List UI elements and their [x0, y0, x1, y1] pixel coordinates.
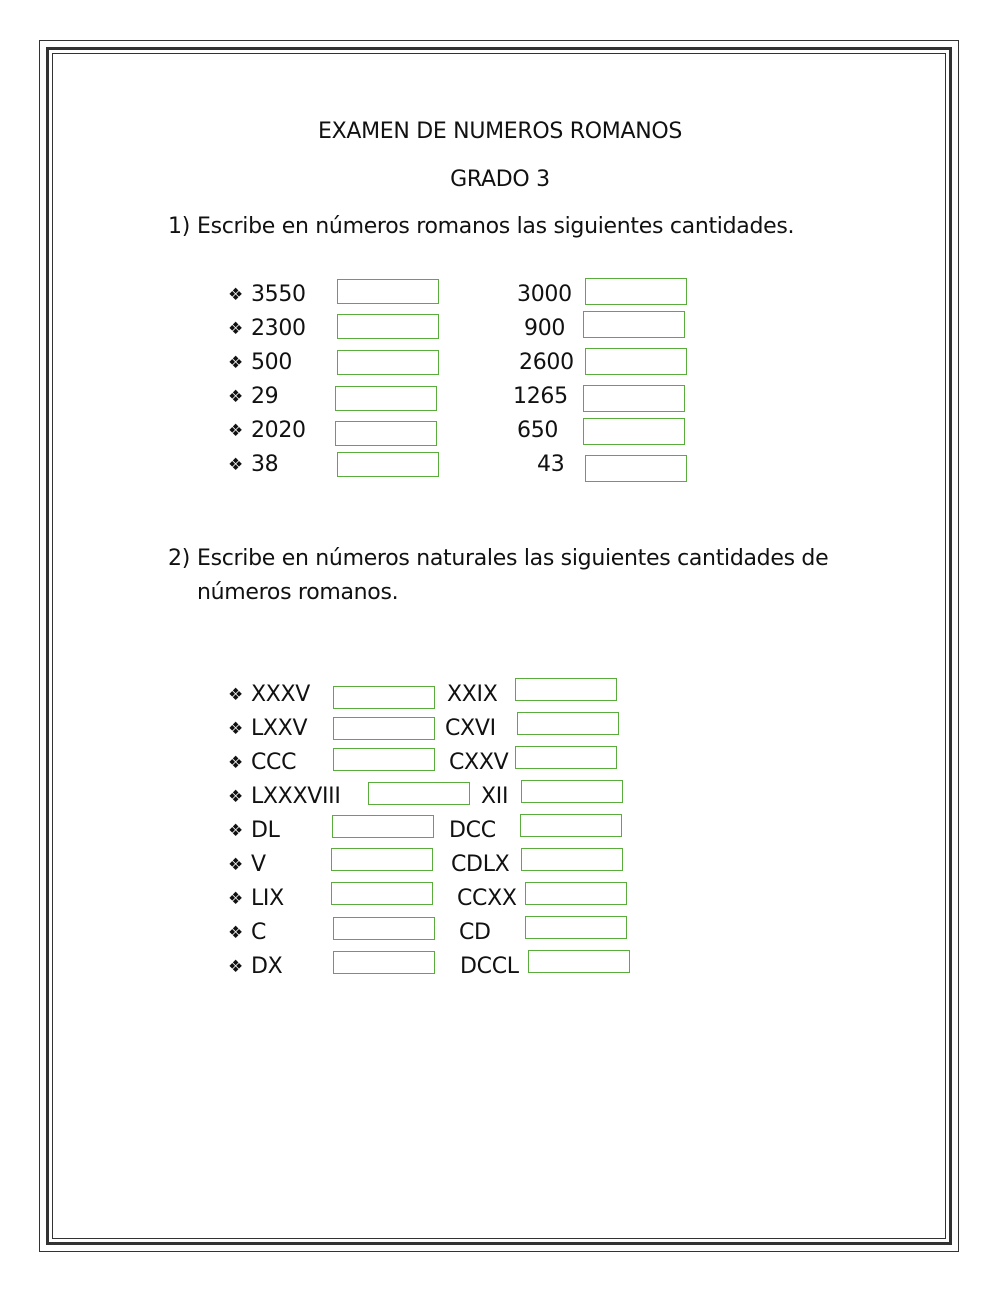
answer-box-left-2[interactable] [337, 314, 439, 339]
number-item [228, 281, 306, 310]
item-label: DL [250, 818, 280, 843]
answer-box-right-4[interactable] [521, 780, 623, 803]
answer-box-right-1[interactable] [515, 678, 617, 701]
roman-item [449, 749, 508, 777]
answer-box-left-7[interactable] [331, 882, 433, 905]
item-label: CCXX [457, 886, 517, 911]
answer-box-left-6[interactable] [331, 848, 433, 871]
answer-box-left-6[interactable] [337, 452, 439, 477]
answer-box-left-3[interactable] [333, 748, 435, 771]
roman-item [228, 851, 266, 880]
answer-box-right-9[interactable] [528, 950, 630, 973]
bullet-icon: ❖ [228, 285, 243, 305]
answer-box-right-6[interactable] [585, 455, 687, 482]
item-label: LXXV [250, 716, 308, 741]
bullet-icon: ❖ [228, 719, 243, 739]
item-label: 29 [250, 384, 279, 409]
roman-item [451, 851, 509, 879]
item-label: 900 [524, 316, 566, 341]
item-label: 2300 [250, 316, 306, 341]
number-item [228, 315, 306, 344]
roman-item [460, 953, 519, 981]
roman-item [228, 783, 341, 812]
item-label: XII [481, 784, 509, 809]
item-label: DCC [449, 818, 496, 843]
number-item [517, 417, 558, 445]
answer-box-right-5[interactable] [583, 418, 685, 445]
answer-box-left-9[interactable] [333, 951, 435, 974]
roman-item [447, 681, 498, 709]
answer-box-right-3[interactable] [585, 348, 687, 375]
item-label: CXVI [445, 716, 496, 741]
roman-item [457, 885, 517, 913]
answer-box-right-4[interactable] [583, 385, 685, 412]
number-item [228, 417, 306, 446]
item-label: CXXV [449, 750, 509, 775]
item-label: 3000 [517, 282, 572, 307]
answer-box-right-8[interactable] [525, 916, 627, 939]
number-item [524, 315, 565, 343]
answer-box-left-4[interactable] [335, 386, 437, 411]
roman-item [445, 715, 496, 743]
bullet-icon: ❖ [228, 753, 243, 773]
bullet-icon: ❖ [228, 855, 243, 875]
bullet-icon: ❖ [228, 319, 243, 339]
item-label: 38 [250, 452, 279, 477]
answer-box-right-6[interactable] [521, 848, 623, 871]
item-label: DCCL [460, 954, 519, 979]
item-label: 3550 [250, 282, 306, 307]
answer-box-left-1[interactable] [333, 686, 435, 709]
item-label: 43 [537, 452, 565, 477]
item-label: XXIX [447, 682, 498, 707]
section2-instruction-line2: números romanos. [197, 580, 399, 605]
roman-item [228, 885, 284, 914]
page-title: EXAMEN DE NUMEROS ROMANOS [317, 119, 683, 144]
roman-item [228, 681, 310, 710]
item-label: V [250, 852, 266, 877]
item-label: CDLX [451, 852, 510, 877]
item-label: LIX [250, 886, 284, 911]
answer-box-right-1[interactable] [585, 278, 687, 305]
number-item [517, 281, 572, 309]
bullet-icon: ❖ [228, 685, 243, 705]
answer-box-left-1[interactable] [337, 279, 439, 304]
number-item [519, 349, 574, 377]
answer-box-right-5[interactable] [520, 814, 622, 837]
number-item [513, 383, 568, 411]
answer-box-right-2[interactable] [517, 712, 619, 735]
roman-item [459, 919, 491, 947]
bullet-icon: ❖ [228, 821, 243, 841]
bullet-icon: ❖ [228, 787, 243, 807]
answer-box-right-2[interactable] [583, 311, 685, 338]
section1-instruction: Escribe en números romanos las siguientes cantidades. [197, 214, 795, 239]
item-label: 650 [517, 418, 559, 443]
item-label: 500 [250, 350, 293, 375]
bullet-icon: ❖ [228, 923, 243, 943]
bullet-icon: ❖ [228, 387, 243, 407]
bullet-icon: ❖ [228, 421, 243, 441]
roman-item [228, 715, 307, 744]
item-label: CCC [250, 750, 297, 775]
item-label: CD [459, 920, 491, 945]
answer-box-left-2[interactable] [333, 717, 435, 740]
number-item [228, 383, 278, 412]
answer-box-left-5[interactable] [332, 815, 434, 838]
answer-box-left-3[interactable] [337, 350, 439, 375]
item-label: LXXXVIII [250, 784, 341, 809]
number-item [228, 349, 292, 378]
section2-instruction-line1: Escribe en números naturales las siguientes cantidades de [197, 546, 829, 571]
roman-item [228, 817, 280, 846]
section1-number: 1) [168, 214, 190, 239]
roman-item [481, 783, 508, 811]
answer-box-left-5[interactable] [335, 421, 437, 446]
answer-box-left-8[interactable] [333, 917, 435, 940]
bullet-icon: ❖ [228, 353, 243, 373]
item-label: DX [250, 954, 283, 979]
bullet-icon: ❖ [228, 957, 243, 977]
roman-item [228, 749, 296, 778]
answer-box-right-3[interactable] [515, 746, 617, 769]
answer-box-left-4[interactable] [368, 782, 470, 805]
number-item [228, 451, 278, 480]
item-label: XXXV [250, 682, 311, 707]
answer-box-right-7[interactable] [525, 882, 627, 905]
roman-item [449, 817, 496, 845]
item-label: 2020 [250, 418, 306, 443]
bullet-icon: ❖ [228, 455, 243, 475]
roman-item [228, 919, 266, 948]
section2-number: 2) [168, 546, 190, 571]
number-item [537, 451, 564, 479]
grade-label: GRADO 3 [450, 167, 550, 192]
item-label: 2600 [519, 350, 574, 375]
roman-item [228, 953, 282, 982]
item-label: 1265 [513, 384, 568, 409]
bullet-icon: ❖ [228, 889, 243, 909]
item-label: C [250, 920, 267, 945]
